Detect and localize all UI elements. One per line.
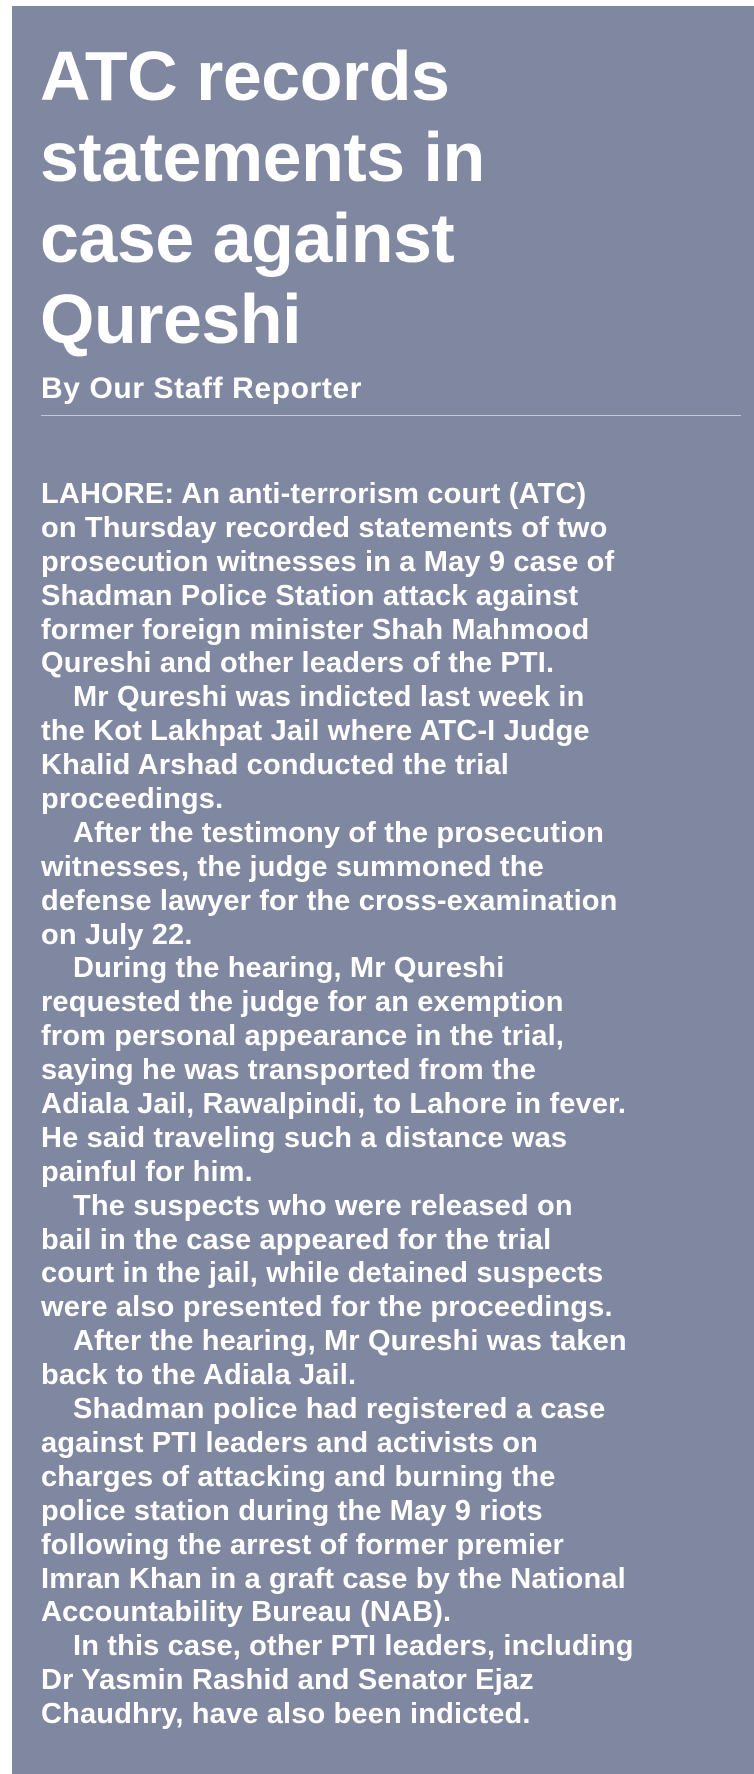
body-text-line: After the hearing, Mr Qureshi was taken xyxy=(73,1325,627,1358)
body-text-line: Mr Qureshi was indicted last week in xyxy=(73,681,585,714)
article-body xyxy=(41,478,751,1732)
body-text-line: court in the jail, while detained suspects xyxy=(41,1257,604,1290)
body-text-line: on July 22. xyxy=(41,918,193,951)
headline xyxy=(40,36,730,360)
article-panel xyxy=(12,6,754,1774)
body-text-line: saying he was transported from the xyxy=(41,1054,536,1087)
body-text-line: Accountability Bureau (NAB). xyxy=(41,1596,452,1629)
body-text-line: requested the judge for an exemption xyxy=(41,986,564,1019)
body-text-line: Adiala Jail, Rawalpindi, to Lahore in fever. xyxy=(41,1088,627,1121)
byline-divider xyxy=(41,415,741,416)
body-text-line: on Thursday recorded statements of two xyxy=(41,511,608,544)
body-text-line: charges of attacking and burning the xyxy=(41,1460,556,1493)
body-text-line: police station during the May 9 riots xyxy=(41,1494,543,1527)
body-text-line: Imran Khan in a graft case by the National xyxy=(41,1562,626,1595)
body-text-line: Shadman Police Station attack against xyxy=(41,579,579,612)
body-text-line: LAHORE: An anti-terrorism court (ATC) xyxy=(41,478,587,510)
body-text-line: defense lawyer for the cross-examination xyxy=(41,884,618,917)
body-text-line: Khalid Arshad conducted the trial xyxy=(41,749,509,782)
body-text-line: painful for him. xyxy=(41,1155,253,1188)
body-text-line: former foreign minister Shah Mahmood xyxy=(41,613,590,646)
body-text-line: proceedings. xyxy=(41,783,224,816)
headline-line: Qureshi xyxy=(40,280,302,358)
body-text-line: Chaudhry, have also been indicted. xyxy=(41,1698,531,1731)
body-text-line: He said traveling such a distance was xyxy=(41,1121,568,1154)
body-text-line: witnesses, the judge summoned the xyxy=(41,850,544,883)
body-text-line: After the testimony of the prosecution xyxy=(73,816,604,849)
body-text-line: against PTI leaders and activists on xyxy=(41,1426,538,1459)
body-text-line: prosecution witnesses in a May 9 case of xyxy=(41,545,615,578)
body-text-line: the Kot Lakhpat Jail where ATC-I Judge xyxy=(41,715,590,748)
body-text-line: Qureshi and other leaders of the PTI. xyxy=(41,647,555,680)
body-text-line: were also presented for the proceedings. xyxy=(41,1291,613,1324)
headline-line: case against xyxy=(40,199,455,277)
body-text-line: back to the Adiala Jail. xyxy=(41,1359,357,1392)
body-text-line: The suspects who were released on xyxy=(73,1189,573,1222)
headline-line: ATC records xyxy=(40,37,450,115)
body-text-line: In this case, other PTI leaders, including xyxy=(73,1630,634,1663)
body-text-line: following the arrest of former premier xyxy=(41,1528,564,1561)
body-text-line: from personal appearance in the trial, xyxy=(41,1020,565,1053)
headline-line: statements in xyxy=(40,118,485,196)
body-text-line: During the hearing, Mr Qureshi xyxy=(73,952,505,985)
body-text-line: bail in the case appeared for the trial xyxy=(41,1223,552,1256)
body-text-line: Dr Yasmin Rashid and Senator Ejaz xyxy=(41,1664,534,1697)
byline: By Our Staff Reporter xyxy=(41,372,362,405)
body-text-line: Shadman police had registered a case xyxy=(73,1393,606,1426)
